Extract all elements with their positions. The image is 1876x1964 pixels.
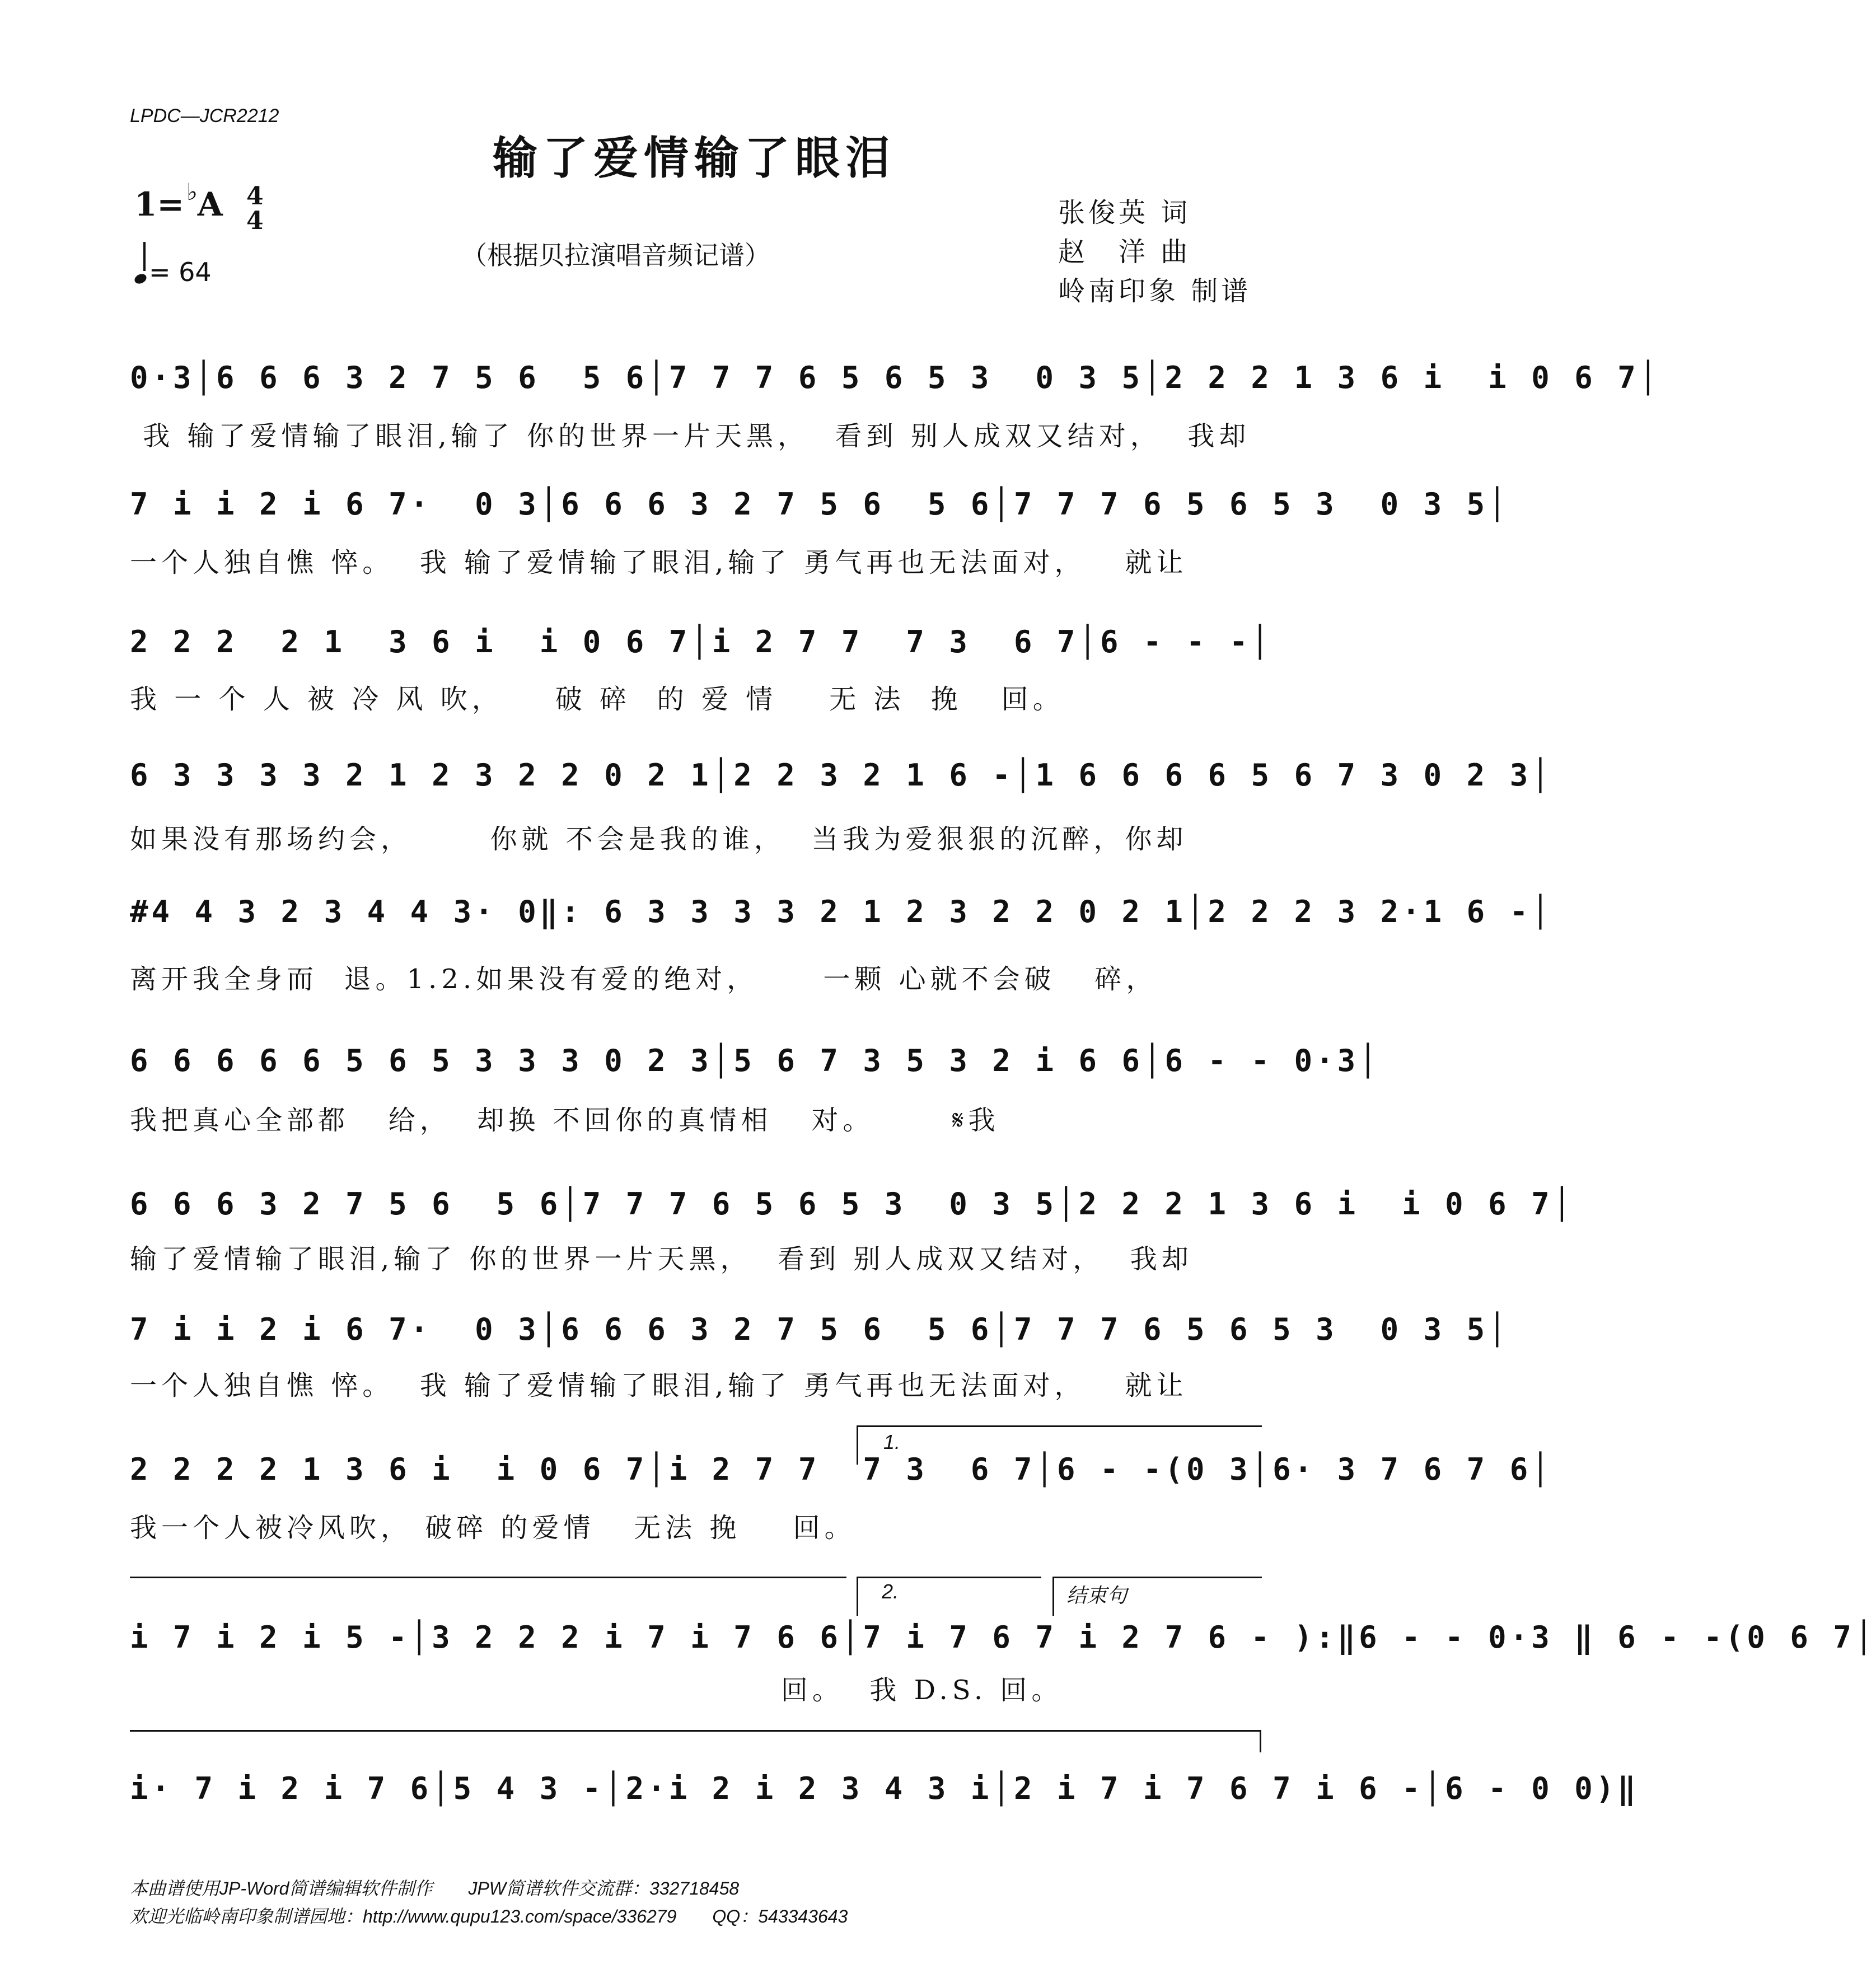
volta-2-label: 2.: [882, 1580, 899, 1603]
notation-line-10: i 7 i 2 i 5 -│3 2 2 2 i 7 i 7 6 6│7 i 7 6 7 i 2 7 6 - ):‖6 - - 0·3 ‖ 6 - -(0 6 7│: [130, 1620, 1876, 1655]
volta-2-tick: [857, 1577, 858, 1616]
time-top: 4: [246, 182, 264, 211]
lyric-line-6: 我把真心全部都 给， 却换 不回你的真情相 对。 𝄋我: [130, 1105, 1000, 1136]
notation-line-4: 6 3 3 3 3 2 1 2 3 2 2 0 2 1│2 2 3 2 1 6 -│1 6 6 6 6 5 6 7 3 0 2 3│: [130, 757, 1553, 793]
lyric-line-10: 回。 我 D.S. 回。: [130, 1675, 1063, 1706]
notation-line-1: 0·3│6 6 6 3 2 7 5 6 5 6│7 7 7 6 5 6 5 3 0 3 5│2 2 2 1 3 6 i i 0 6 7│: [130, 360, 1661, 395]
song-title: 输了爱情输了眼泪: [493, 132, 896, 184]
notation-line-8: 7 i i 2 i 6 7· 0 3│6 6 6 3 2 7 5 6 5 6│7 7 7 6 5 6 5 3 0 3 5│: [130, 1312, 1510, 1347]
volta-1-label: 1.: [883, 1430, 901, 1453]
repeat-top-rule: [130, 1577, 846, 1578]
flat-symbol: ♭: [186, 178, 198, 205]
lyric-line-5: 离开我全身而 退。1.2.如果没有爱的绝对， 一颗 心就不会破 碎，: [130, 964, 1158, 995]
volta-1-bracket: [857, 1425, 1262, 1427]
lyric-line-3: 我 一 个 人 被 冷 风 吹， 破 碎 的 爱 情 无 法 挽 回。: [130, 684, 1064, 715]
lyric-line-8: 一个人独自憔 悴。 我 输了爱情输了眼泪,输了 勇气再也无法面对， 就让: [130, 1370, 1188, 1401]
key-signature: [134, 178, 264, 233]
notation-line-11: i· 7 i 2 i 7 6│5 4 3 -│2·i 2 i 2 3 4 3 i│2 i 7 i 7 6 7 i 6 -│6 - 0 0)‖: [130, 1771, 1639, 1806]
coda-bracket: [1052, 1577, 1262, 1578]
notation-line-5: #4 4 3 2 3 4 4 3· 0‖: 6 3 3 3 3 2 1 2 3 2 2 0 2 1│2 2 2 3 2·1 6 -│: [130, 894, 1553, 929]
credits: [1058, 193, 1251, 311]
volta-2-bracket: [857, 1577, 1041, 1578]
notation-line-3: 2 2 2 2 1 3 6 i i 0 6 7│i 2 7 7 7 3 6 7│6 - - -│: [130, 624, 1273, 660]
composer: 赵 洋 曲: [1058, 236, 1191, 268]
coda-label: 结束句: [1066, 1584, 1128, 1607]
notation-line-9: 2 2 2 2 1 3 6 i i 0 6 7│i 2 7 7 7 3 6 7│6 - -(0 3│6· 3 7 6 7 6│: [130, 1452, 1553, 1487]
notation-line-7: 6 6 6 3 2 7 5 6 5 6│7 7 7 6 5 6 5 3 0 3 5│2 2 2 1 3 6 i i 0 6 7│: [130, 1186, 1575, 1222]
key-letter: A: [197, 185, 223, 223]
subtitle: （根据贝拉演唱音频记谱）: [461, 240, 770, 270]
time-bottom: 4: [246, 207, 264, 235]
lyric-line-2: 一个人独自憔 悴。 我 输了爱情输了眼泪,输了 勇气再也无法面对， 就让: [130, 547, 1188, 578]
notation-line-6: 6 6 6 6 6 5 6 5 3 3 3 0 2 3│5 6 7 3 5 3 2 i 6 6│6 - - 0·3│: [130, 1043, 1381, 1078]
notation-line-2: 7 i i 2 i 6 7· 0 3│6 6 6 3 2 7 5 6 5 6│7 7 7 6 5 6 5 3 0 3 5│: [130, 487, 1510, 522]
final-top-rule: [130, 1730, 1261, 1732]
lyric-line-9: 我一个人被冷风吹， 破碎 的爱情 无法 挽 回。: [130, 1512, 856, 1544]
score-code: LPDC—JCR2212: [130, 105, 279, 127]
arranger: 岭南印象 制谱: [1058, 275, 1252, 307]
final-tick: [1260, 1730, 1261, 1752]
lyricist: 张俊英 词: [1058, 197, 1191, 228]
tempo-value: = 64: [149, 257, 212, 287]
coda-tick: [1052, 1577, 1054, 1616]
footer-software: 本曲谱使用JP-Word简谱编辑软件制作 JPW简谱软件交流群：332718458: [130, 1878, 740, 1898]
lyric-line-1: 我 输了爱情输了眼泪,输了 你的世界一片天黑， 看到 别人成双又结对， 我却: [130, 420, 1251, 452]
quarter-note-icon: [133, 272, 148, 286]
time-signature: [246, 184, 264, 233]
lyric-line-7: 输了爱情输了眼泪,输了 你的世界一片天黑， 看到 别人成双又结对， 我却: [130, 1243, 1193, 1275]
key-prefix: 1=: [134, 185, 184, 223]
lyric-line-4: 如果没有那场约会， 你就 不会是我的谁， 当我为爱狠狠的沉醉，你却: [130, 824, 1188, 855]
footer-website: 欢迎光临岭南印象制谱园地：http://www.qupu123.com/space/336279 QQ：543343643: [130, 1906, 848, 1926]
